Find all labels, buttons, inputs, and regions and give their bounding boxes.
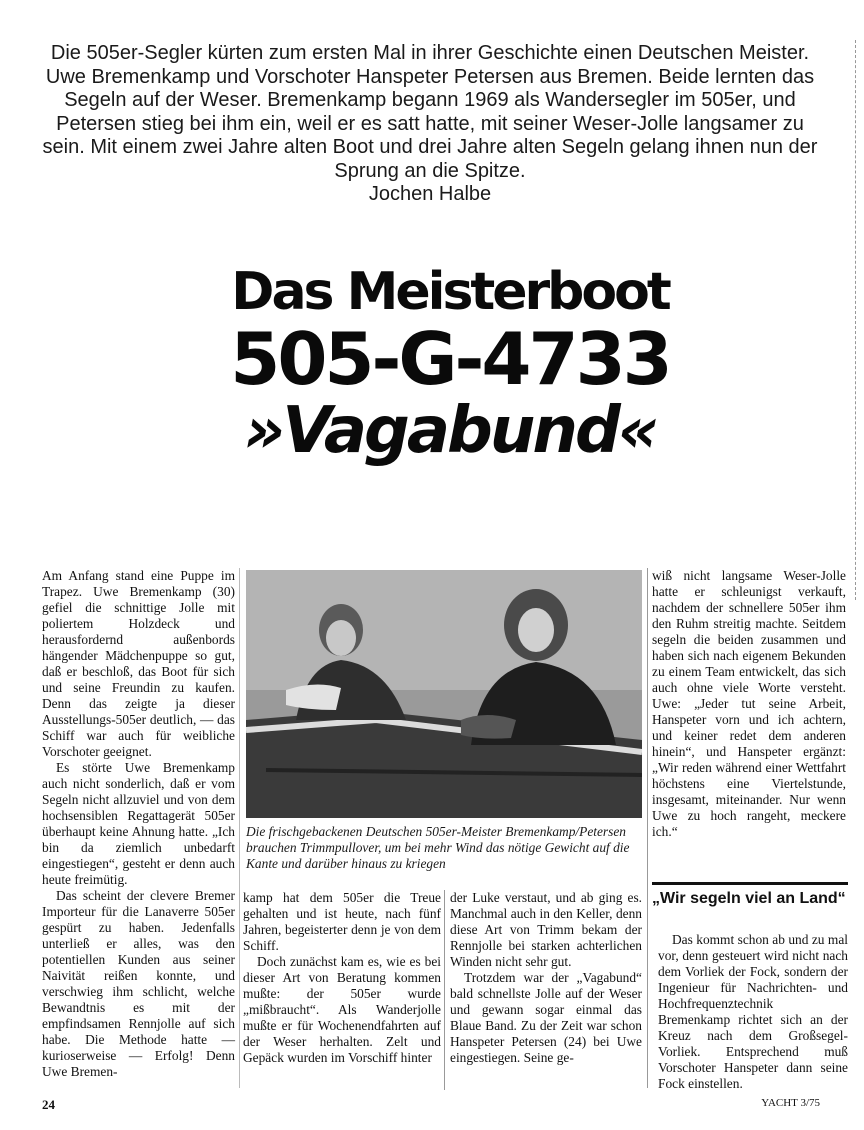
column-divider bbox=[444, 890, 445, 1090]
photo-caption: Die frischgebackenen Deutschen 505er-Meister Bremenkamp/Petersen brauchen Trimmpullover, um bei mehr Wind das nötige Gewicht auf die Kante und darüber hinaus zu kriegen bbox=[246, 824, 630, 871]
section-subheading: „Wir segeln viel an Land“ bbox=[652, 882, 848, 908]
article-column-5 bbox=[658, 932, 848, 1092]
intro-paragraph: Die 505er-Segler kürten zum ersten Mal in ihrer Geschichte einen Deutschen Meister. Uwe Bremenkamp und Vorschoter Hanspeter Petersen aus Bremen. Beide lernten das Segeln auf der Weser. Bremenkamp begann 1969 als Wandersegler im 505er, und Petersen stieg bei ihm ein, weil er es satt hatte, mit seiner Weser-Jolle langsamer zu sein. Mit einem zwei Jahre alten Boot und drei Jahre alten Segeln gelang ihnen nun der Sprung an die Spitze. bbox=[42, 42, 818, 182]
article-column-2 bbox=[243, 890, 441, 1066]
paragraph: Das scheint der clevere Bremer Importeur für die Lanaverre 505er gespürt zu haben. Jedenfalls unterließ er alles, was den potentiellen Kunden aus seiner Naivität reißen konnte, und verschwieg ihm schlicht, welche Bewandtnis es mit der empfindsamen Rennjolle auf sich habe. Die Methode hatte — kurioserweise — Erfolg! Denn Uwe Bremen- bbox=[42, 888, 235, 1079]
article-column-1 bbox=[42, 568, 235, 1080]
paragraph: kamp hat dem 505er die Treue gehalten und ist heute, nach fünf Jahren, begeisterter denn je von dem Schiff. bbox=[243, 890, 441, 953]
headline-line-2: 505-G-4733 bbox=[230, 317, 670, 401]
paragraph: Am Anfang stand eine Puppe im Trapez. Uwe Bremenkamp (30) gefiel die schnittige Jolle mit poliertem Holzdeck und herausfordernd außenbords hängender Mädchenpuppe so gut, daß er beschloß, das Boot für sich und seine Freundin zu kaufen. Denn das zeigte ja dieser Ausstellungs-505er deutlich, — das Schiff war auch für weibliche Vorschoter geeignet. bbox=[42, 568, 235, 759]
photo-illustration bbox=[246, 570, 642, 818]
page-number: 24 bbox=[42, 1097, 55, 1112]
article-headline bbox=[150, 262, 750, 466]
magazine-issue: YACHT 3/75 bbox=[761, 1097, 820, 1109]
headline-line-1: Das Meisterboot bbox=[231, 262, 669, 322]
column-divider bbox=[239, 568, 240, 1088]
article-column-4 bbox=[652, 568, 846, 840]
paragraph: Doch zunächst kam es, wie es bei dieser Art von Beratung kommen mußte: der 505er wurde „mißbraucht“. Als Wanderjolle mußte er für Wochenendfahrten auf der Weser herhalten. Zelt und Gepäck wurden im Vorschiff hinter bbox=[243, 954, 441, 1065]
paragraph: Trotzdem war der „Vagabund“ bald schnellste Jolle auf der Weser und gewann sogar einmal das Blaue Band. Zu der Zeit war schon Hanspeter Petersen (24) bei Uwe eingestiegen. Seine ge- bbox=[450, 970, 642, 1065]
paragraph: der Luke verstaut, und ab ging es. Manchmal auch in den Keller, denn diese Art von Trimm bekam der Rennjolle bei starken achterlichen Winden nicht sehr gut. bbox=[450, 890, 642, 969]
scan-margin-marks bbox=[855, 40, 864, 600]
article-column-3 bbox=[450, 890, 642, 1066]
paragraph: Das kommt schon ab und zu mal vor, denn gesteuert wird nicht nach dem Vorliek der Fock, sondern der Ingenieur für Nachrichten- und Hochfrequenztechnik Bremenkamp richtet sich an der Kreuz nach dem Großsegel-Vorliek. Entsprechend muß Vorschoter Hanspeter dann seine Fock einstellen. bbox=[658, 932, 848, 1091]
paragraph: Es störte Uwe Bremenkamp auch nicht sonderlich, daß er vom Segeln nicht allzuviel und von dem hochsensiblen Regattagerät 505er überhaupt keine Ahnung hatte. „Ich bin da ziemlich unbedarft eingestiegen“, gesteht er denn auch heute freimütig. bbox=[42, 760, 235, 887]
column-divider bbox=[647, 568, 648, 1088]
sailors-photo bbox=[246, 570, 642, 818]
intro-text-block bbox=[40, 42, 820, 207]
headline-line-3: »Vagabund« bbox=[243, 394, 657, 468]
paragraph: wiß nicht langsame Weser-Jolle hatte er schleunigst verkauft, nachdem der schnellere 505er ihm den Ruhm streitig machte. Seitdem segeln die beiden zusammen und haben sich nach eigenem Bekunden zu einem Team entwickelt, das sich auch ohne viele Worte versteht. Uwe: „Jeder tut seine Arbeit, Hanspeter vorn und ich achtern, und keiner redet dem anderen hinein“, und Hanspeter ergänzt: „Wir reden während einer Wettfahrt höchstens eine Viertelstunde, insgesamt, miteinander. Nur wenn Uwe zu hoch rangeht, meckere ich.“ bbox=[652, 568, 846, 839]
author-name: Jochen Halbe bbox=[368, 183, 492, 205]
